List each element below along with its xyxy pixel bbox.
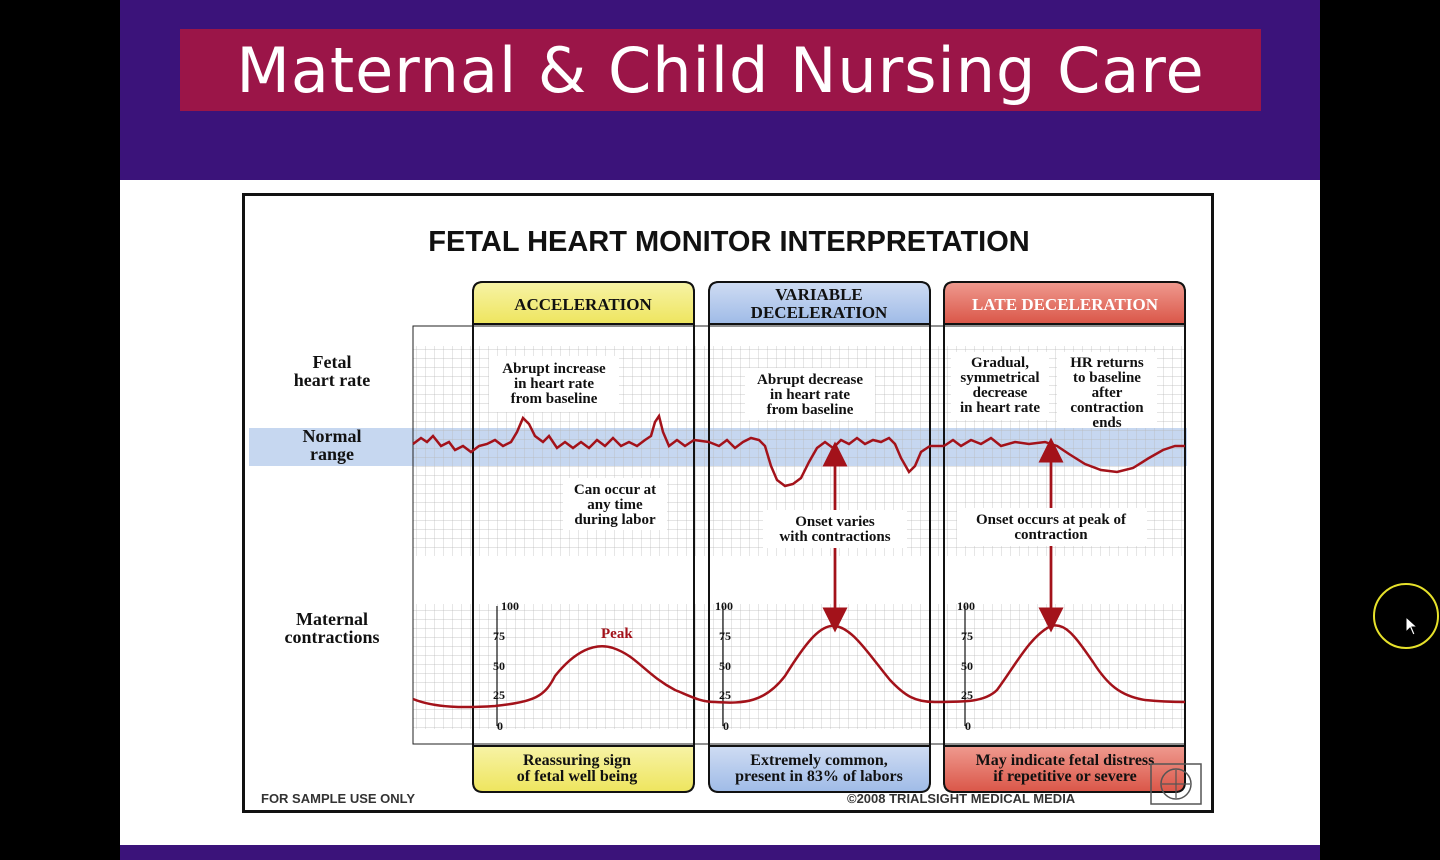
figure-title: FETAL HEART MONITOR INTERPRETATION (428, 226, 1030, 258)
figure-canvas (245, 196, 1211, 810)
contraction-grid (413, 604, 1185, 729)
note-abrupt-decrease (757, 372, 863, 418)
svg-text:Can occur at: Can occur at (573, 482, 657, 498)
svg-text:Abrupt increase: Abrupt increase (502, 361, 606, 377)
svg-text:Onset varies: Onset varies (795, 514, 875, 530)
tick-100: 100 (501, 599, 519, 613)
label-normal: Normal (302, 426, 362, 446)
svg-text:contraction: contraction (1014, 527, 1088, 543)
svg-text:with contractions: with contractions (779, 529, 891, 545)
tick-25: 25 (961, 688, 973, 702)
header-late: LATE DECELERATION (972, 295, 1158, 314)
footer-acceleration-line1: Reassuring sign (522, 752, 632, 769)
title-bar (180, 29, 1261, 111)
tick-0: 0 (497, 719, 503, 733)
tick-50: 50 (719, 659, 731, 673)
svg-text:in heart rate: in heart rate (770, 387, 850, 403)
footer-late-line1: May indicate fetal distress (975, 752, 1155, 769)
svg-text:contraction: contraction (1070, 400, 1144, 416)
tick-75: 75 (961, 629, 973, 643)
tick-75: 75 (719, 629, 731, 643)
svg-text:Abrupt decrease: Abrupt decrease (757, 372, 863, 388)
footer-variable-line2: present in 83% of labors (735, 768, 903, 785)
tick-0: 0 (723, 719, 729, 733)
svg-text:ends: ends (1092, 415, 1122, 431)
footer-variable-line1: Extremely common, (750, 752, 888, 769)
tick-50: 50 (961, 659, 973, 673)
copyright-label: ©2008 TRIALSIGHT MEDICAL MEDIA (847, 791, 1076, 806)
tick-0: 0 (965, 719, 971, 733)
tick-100: 100 (715, 599, 733, 613)
sample-use-label: FOR SAMPLE USE ONLY (261, 791, 416, 806)
svg-text:decrease: decrease (972, 385, 1028, 401)
header-acceleration: ACCELERATION (514, 295, 652, 314)
tick-100: 100 (957, 599, 975, 613)
label-range: range (310, 444, 354, 464)
header-variable-line2: DECELERATION (750, 303, 888, 322)
note-abrupt-increase (502, 361, 606, 407)
mouse-pointer-icon (1405, 616, 1419, 636)
label-fetal: Fetal (312, 352, 352, 372)
footer-acceleration-line2: of fetal well being (516, 768, 638, 785)
svg-text:after: after (1091, 385, 1123, 401)
tick-25: 25 (493, 688, 505, 702)
tick-25: 25 (719, 688, 731, 702)
svg-text:in heart rate: in heart rate (960, 400, 1040, 416)
slide (120, 0, 1320, 860)
svg-text:HR returns: HR returns (1070, 355, 1144, 371)
label-maternal: Maternal (296, 609, 368, 629)
peak-label: Peak (601, 626, 633, 642)
note-onset-varies (779, 514, 890, 545)
slide-footer-bar (120, 845, 1320, 860)
footer-late-line2: if repetitive or severe (993, 768, 1137, 785)
svg-text:to baseline: to baseline (1073, 370, 1141, 386)
svg-text:in heart rate: in heart rate (514, 376, 594, 392)
label-contractions: contractions (284, 627, 380, 647)
svg-text:from baseline: from baseline (510, 391, 598, 407)
svg-text:during labor: during labor (574, 512, 656, 528)
fetal-monitor-figure (242, 193, 1214, 813)
tick-50: 50 (493, 659, 505, 673)
svg-text:symmetrical: symmetrical (960, 370, 1040, 386)
label-heart-rate: heart rate (293, 370, 371, 390)
svg-text:from baseline: from baseline (766, 402, 854, 418)
svg-text:any time: any time (587, 497, 643, 513)
svg-text:Onset occurs at peak of: Onset occurs at peak of (976, 512, 1126, 528)
slide-title: Maternal & Child Nursing Care (236, 33, 1205, 107)
note-gradual (960, 355, 1040, 416)
header-variable-line1: VARIABLE (775, 285, 863, 304)
slide-header (120, 0, 1320, 180)
tick-75: 75 (493, 629, 505, 643)
svg-text:Gradual,: Gradual, (971, 355, 1029, 371)
